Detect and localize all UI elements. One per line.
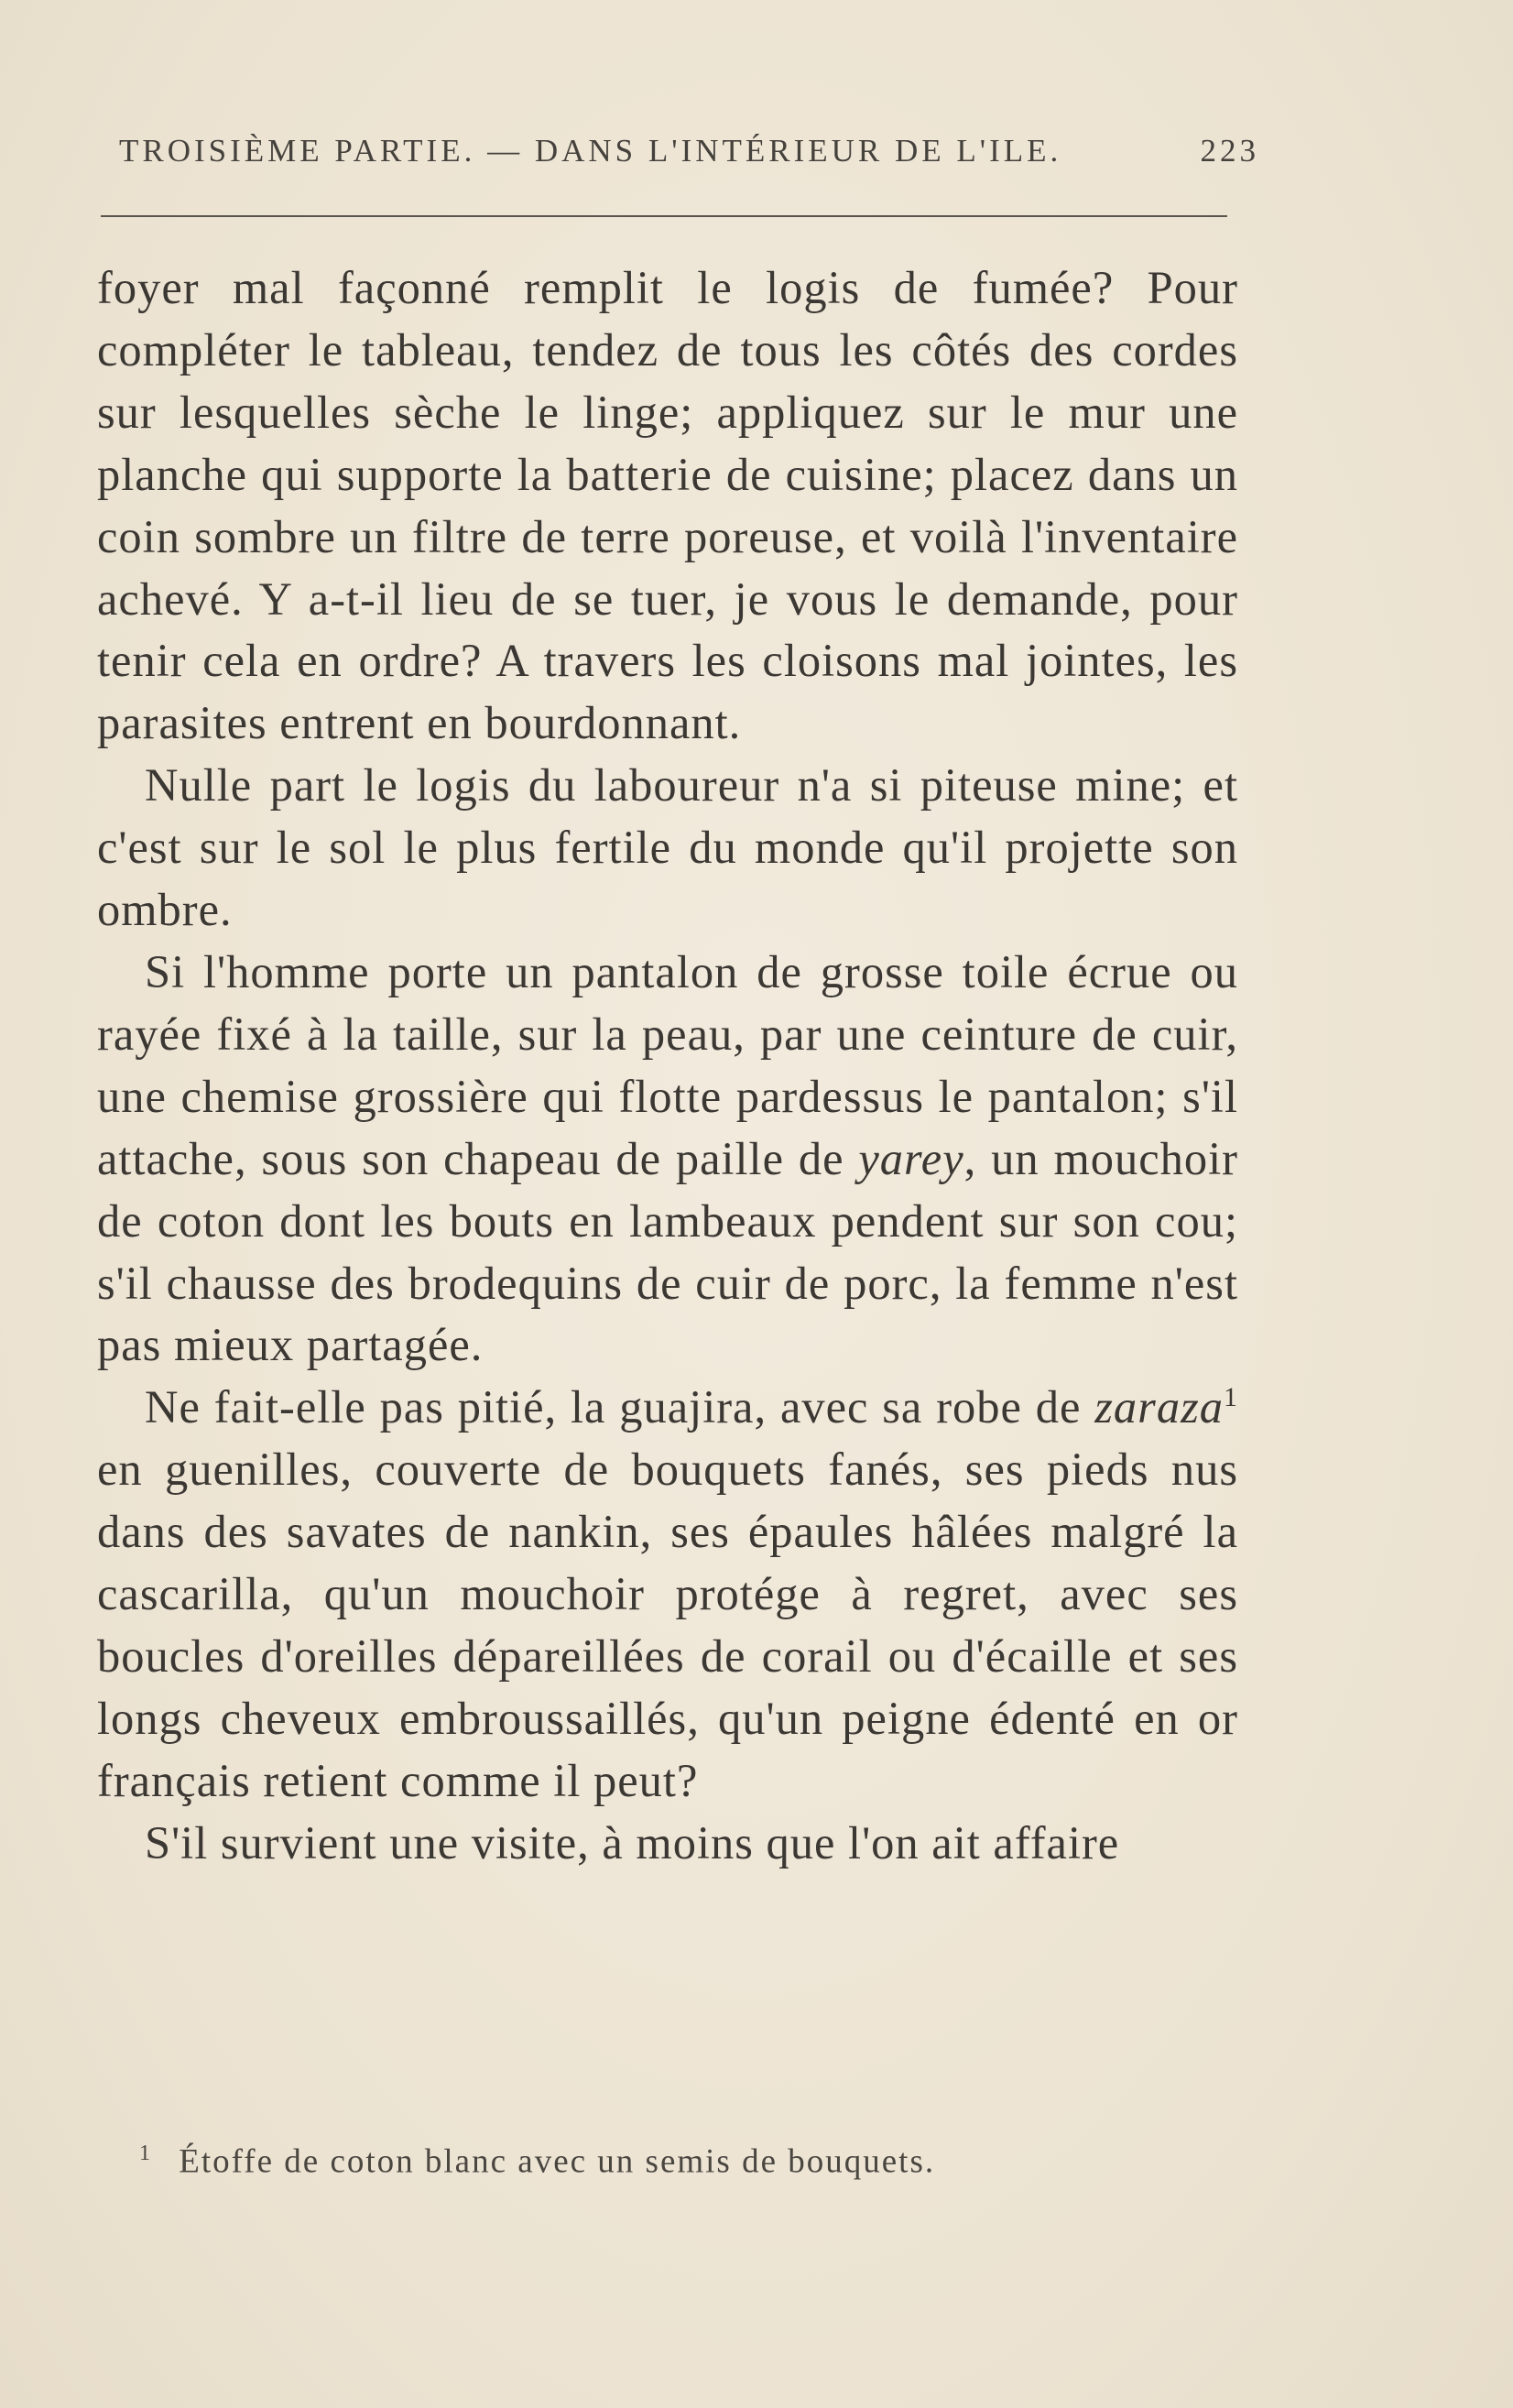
text-run: Ne fait-elle pas pitié, la guajira, avec sa robe de	[145, 1381, 1095, 1433]
paragraph	[97, 257, 1238, 755]
footnote-text: Étoffe de coton blanc avec un semis de bouquets.	[179, 2142, 936, 2181]
paragraph	[97, 755, 1238, 942]
page-number: 223	[1200, 133, 1259, 169]
running-title: TROISIÈME PARTIE. — DANS L'INTÉRIEUR DE L'ILE.	[119, 133, 1062, 169]
text-run: en guenilles, couverte de bouquets fanés, ses pieds nus dans des savates de nankin, ses épaules hâlées malgré la cascarilla, qu'un mouchoir protége à regret, avec ses boucles d'oreilles dépareillées de corail ou d'écaille et ses longs cheveux embroussaillés, qu'un peigne édenté en or français retient comme il peut?	[97, 1444, 1238, 1806]
text-run: foyer mal façonné remplit le logis de fumée? Pour compléter le tableau, tendez de tous les côtés des cordes sur lesquelles sèche le linge; appliquez sur le mur une planche qui supporte la batterie de cuisine; placez dans un coin sombre un filtre de terre poreuse, et voilà l'inventaire achevé. Y a-t-il lieu de se tuer, je vous le demande, pour tenir cela en ordre? A travers les cloisons mal jointes, les parasites entrent en bourdonnant.	[97, 262, 1238, 749]
text-run: Si l'homme porte un pantalon de grosse toile écrue ou rayée fixé à la taille, sur la peau, par une ceinture de cuir, une chemise grossière qui flotte pardessus le pantalon; s'il attache, sous son chapeau de paille de	[97, 945, 1238, 1184]
text-run: , un mouchoir de coton dont les bouts en lambeaux pendent sur son cou; s'il chausse des brodequins de cuir de porc, la femme n'est pas mieux partagée.	[97, 1132, 1238, 1371]
italic-term: zaraza	[1094, 1381, 1224, 1433]
running-head	[119, 133, 1259, 169]
footnote	[139, 2141, 1147, 2181]
paragraph	[97, 1813, 1238, 1875]
italic-term: yarey	[858, 1132, 964, 1184]
body-text	[97, 257, 1238, 1875]
footnote-number: 1	[139, 2141, 152, 2165]
text-run: S'il survient une visite, à moins que l'on ait affaire	[145, 1816, 1120, 1869]
footnote-marker: 1	[1224, 1382, 1238, 1413]
paragraph	[97, 942, 1238, 1377]
text-run: Nulle part le logis du laboureur n'a si piteuse mine; et c'est sur le sol le plus fertile du monde qu'il projette son ombre.	[97, 759, 1238, 936]
paragraph	[97, 1377, 1238, 1812]
header-rule	[101, 215, 1227, 217]
